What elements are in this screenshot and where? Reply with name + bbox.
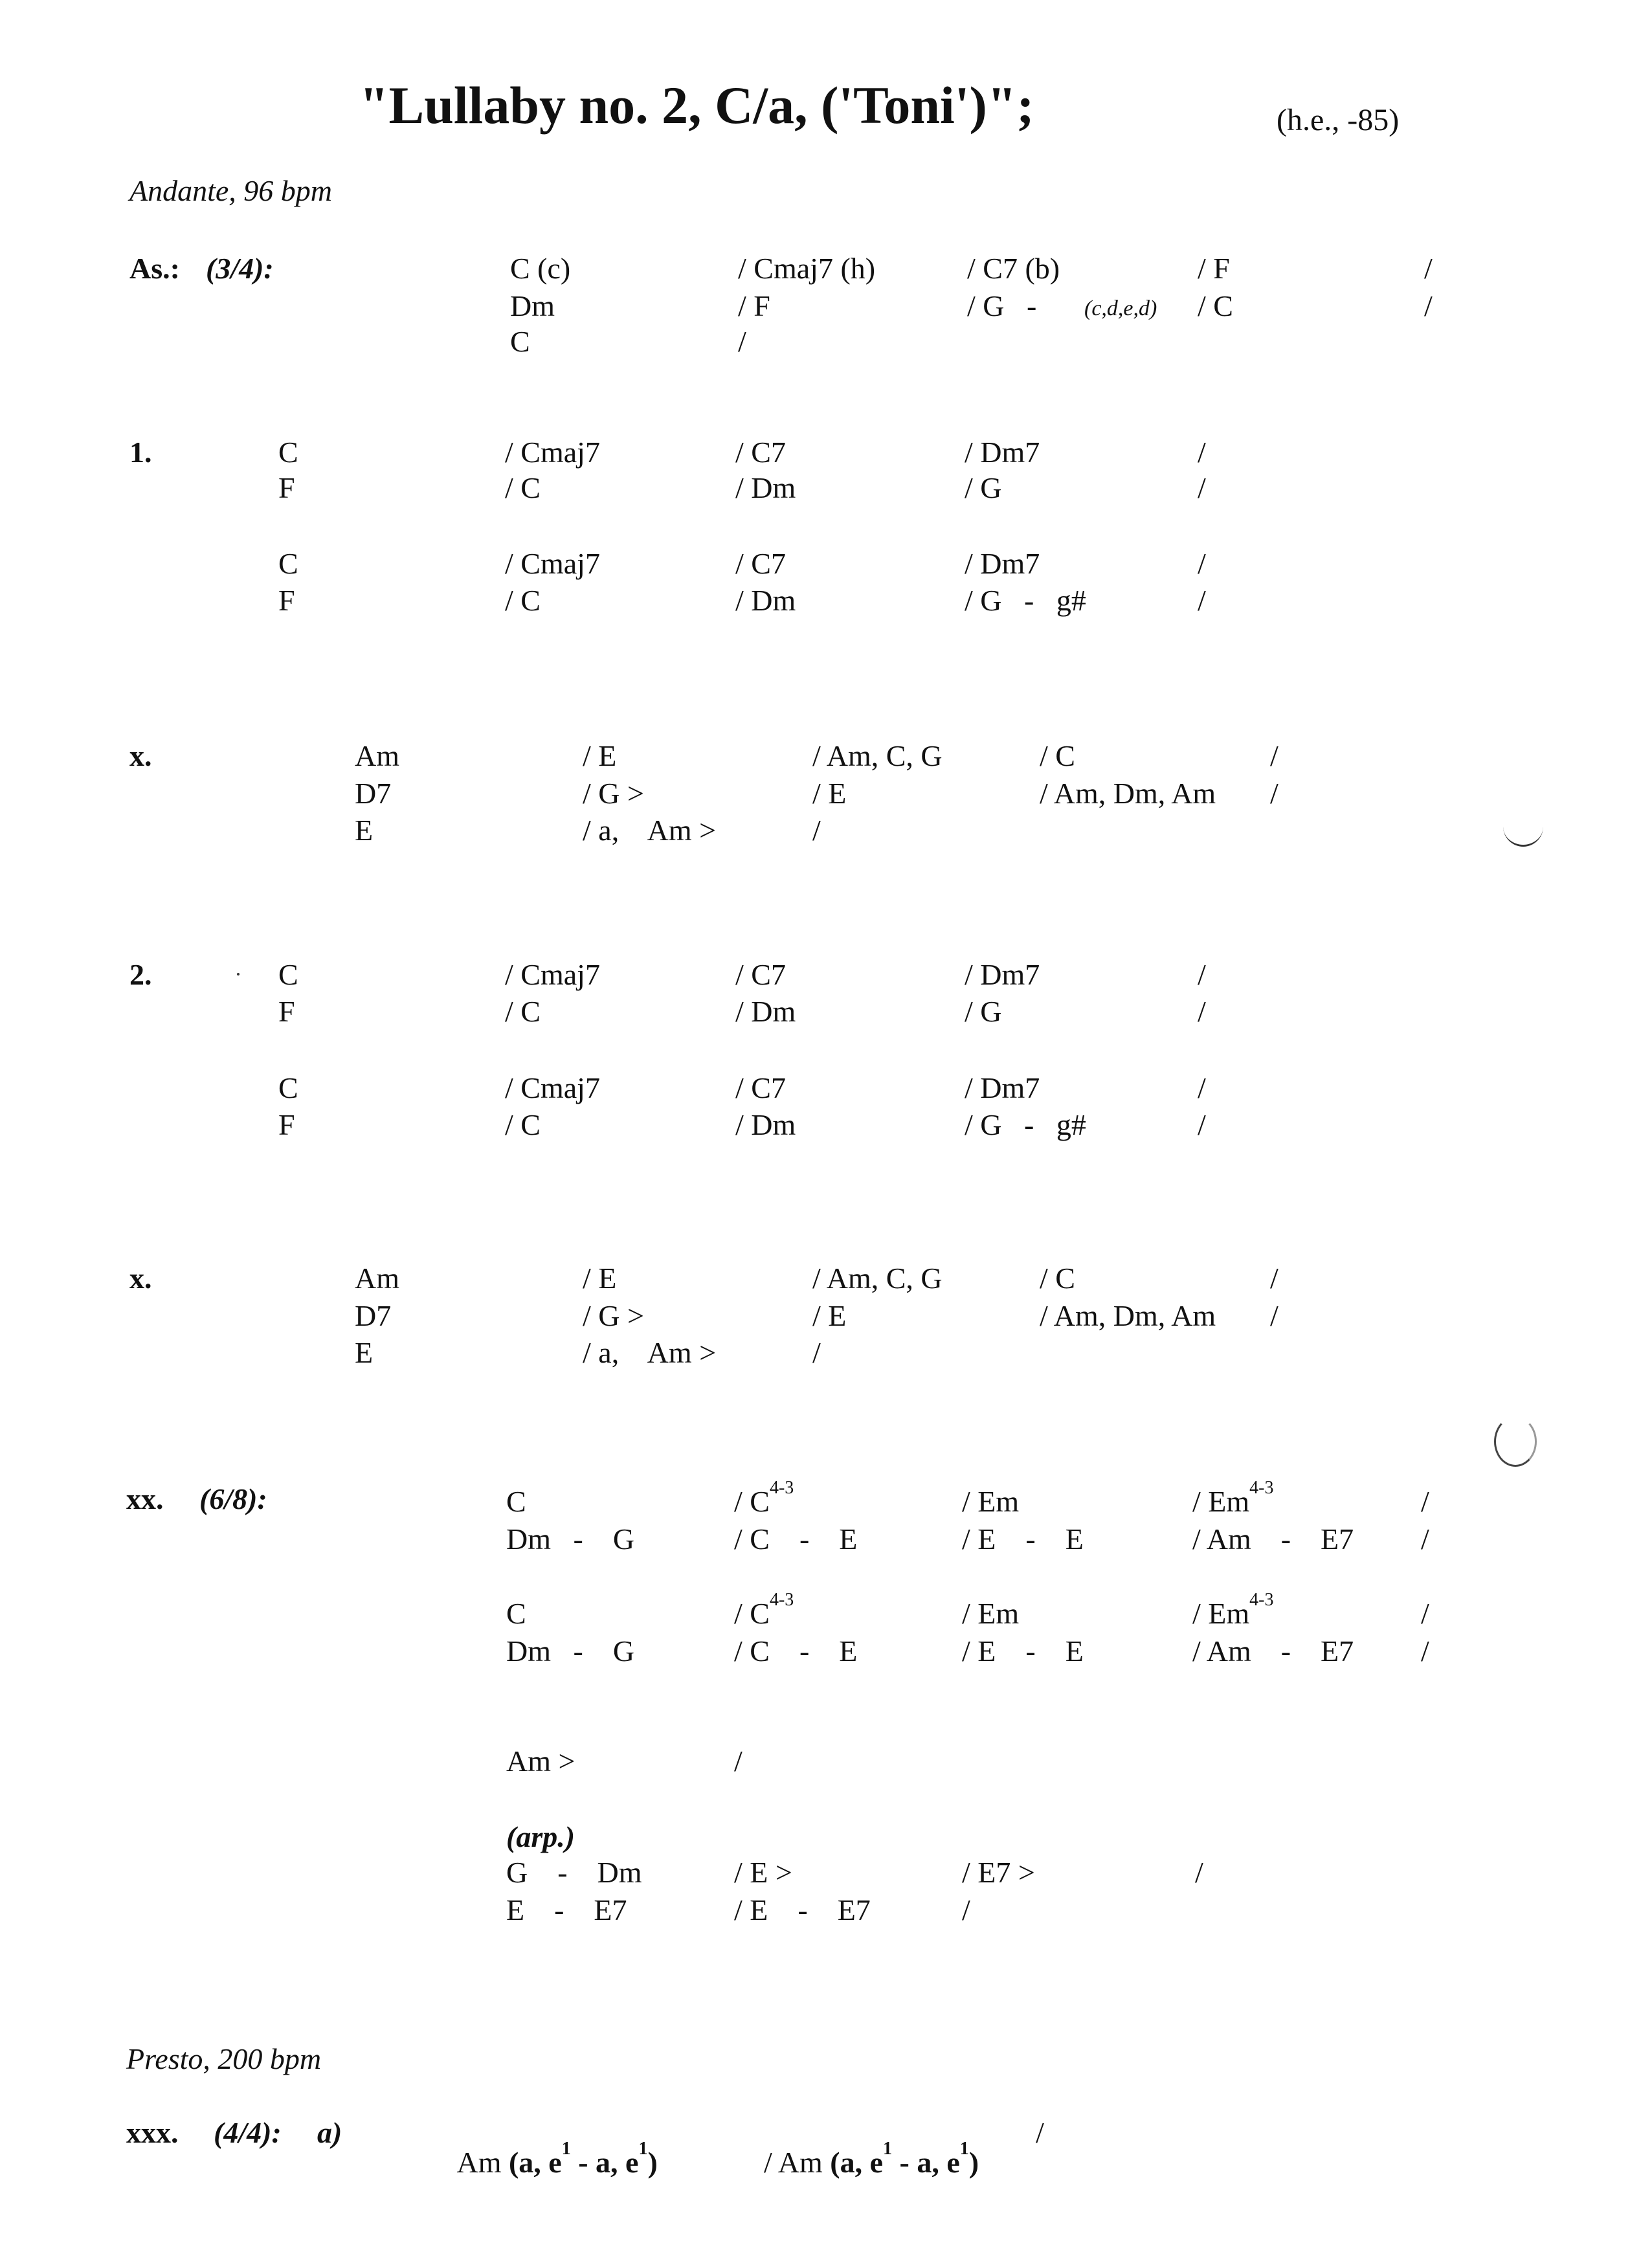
chord: / Am, Dm, Am — [1040, 1299, 1216, 1332]
bar-line: / — [812, 814, 821, 847]
chord: D7 — [355, 777, 392, 810]
chord: / C — [505, 471, 541, 504]
chord: / E - E — [962, 1634, 1084, 1667]
chord: / C7 — [735, 958, 786, 991]
chord: / C - E — [734, 1522, 858, 1555]
chord: / G - g# — [965, 1108, 1086, 1141]
chord: / Dm — [735, 995, 796, 1028]
chord: / C — [505, 1108, 541, 1141]
bar-line: / — [1198, 584, 1206, 617]
chord — [1192, 1590, 1274, 1630]
suspension-figure: 4-3 — [769, 1478, 794, 1498]
chord: / C7 (b) — [967, 252, 1060, 285]
song-title: "Lullaby no. 2, C/a, ('Toni')"; — [359, 76, 1034, 135]
chord: E - E7 — [506, 1893, 627, 1926]
chord: / E — [812, 777, 847, 810]
chord: / C7 — [735, 547, 786, 580]
bar-line: / — [812, 1336, 821, 1369]
section-label-x: x. — [129, 1262, 152, 1295]
chord: / C — [1198, 289, 1233, 322]
chord: F — [278, 584, 295, 617]
chord: / Cmaj7 — [505, 1071, 600, 1104]
bar-line: / — [1198, 1108, 1206, 1141]
chord: / Am - E7 — [1192, 1634, 1354, 1667]
chord: / C — [1040, 1262, 1075, 1295]
section-label-xx: xx. — [126, 1482, 164, 1515]
chord: C — [506, 1485, 526, 1518]
part-label: a) — [317, 2116, 342, 2149]
melody-note: (c,d,e,d) — [1084, 296, 1157, 320]
punch-hole-mark — [1494, 1416, 1537, 1467]
bar-line: / — [1195, 1856, 1203, 1889]
chord-root: / C — [734, 1597, 770, 1630]
chord: C (c) — [510, 252, 571, 285]
meter-label: (4/4): — [214, 2116, 282, 2149]
chord: / Cmaj7 — [505, 547, 600, 580]
chord-root: / Em — [1192, 1597, 1250, 1630]
punch-hole-mark — [1503, 806, 1543, 847]
chord: / C — [1040, 739, 1075, 772]
bass-notes: (a, $e^1$ - a, $e^1$) — [830, 2139, 979, 2179]
chord: Dm - G — [506, 1522, 635, 1555]
bar-line: / — [1421, 1522, 1429, 1555]
bar-line: / — [1421, 1634, 1429, 1667]
bar-line: / — [1198, 958, 1206, 991]
chord: / a, Am > — [583, 814, 717, 847]
chord: E — [355, 814, 374, 847]
section-label-2: 2. — [129, 958, 152, 991]
chord: / Am, C, G — [812, 1262, 943, 1295]
chord: / Am - E7 — [1192, 1522, 1354, 1555]
chord — [1192, 1478, 1274, 1518]
chord: / Em — [962, 1597, 1020, 1630]
bar-line: / — [1270, 739, 1278, 772]
chord: / C - E — [734, 1634, 858, 1667]
chord: / E - E7 — [734, 1893, 871, 1926]
bar-line: / — [1424, 252, 1433, 285]
bar-line: / — [1198, 436, 1206, 469]
chord: / G - — [967, 289, 1037, 322]
chord: / a, Am > — [583, 1336, 717, 1369]
bar-line: / — [1198, 1071, 1206, 1104]
bar-line: / — [1270, 777, 1278, 810]
chord: F — [278, 1108, 295, 1141]
chord: / E — [812, 1299, 847, 1332]
chord: / F — [1198, 252, 1230, 285]
chord — [734, 1478, 794, 1518]
chord: / G — [965, 995, 1002, 1028]
suspension-figure: 4-3 — [1249, 1478, 1274, 1498]
suspension-figure: 4-3 — [769, 1590, 794, 1610]
chord-root: / Em — [1192, 1485, 1250, 1518]
chord: C — [278, 547, 298, 580]
chord: C — [278, 1071, 298, 1104]
bar-line: / — [1198, 995, 1206, 1028]
chord: / C7 — [735, 436, 786, 469]
bar-line: / — [1421, 1485, 1429, 1518]
chord: C — [278, 436, 298, 469]
chord: / Dm7 — [965, 1071, 1040, 1104]
meter-label: (3/4): — [206, 252, 274, 285]
speck — [237, 973, 240, 975]
bar-line: / — [962, 1893, 970, 1926]
chord: C — [278, 958, 298, 991]
bar-line: / — [1270, 1299, 1278, 1332]
chord: / Cmaj7 — [505, 436, 600, 469]
chord: / Dm — [735, 471, 796, 504]
bar-line: / — [1424, 289, 1433, 322]
chord: / Cmaj7 — [505, 958, 600, 991]
chord: / Am, Dm, Am — [1040, 777, 1216, 810]
chord: / C — [505, 995, 541, 1028]
chord: / E - E — [962, 1522, 1084, 1555]
chord: / Dm — [735, 584, 796, 617]
chord: / Cmaj7 (h) — [738, 252, 876, 285]
chord: / E > — [734, 1856, 792, 1889]
chord: F — [278, 995, 295, 1028]
bass-notes: (a, $e^1$ - a, $e^1$) — [508, 2139, 658, 2179]
bar-line: / — [1198, 471, 1206, 504]
bar-line: / — [1198, 547, 1206, 580]
chord-root: / C — [734, 1485, 770, 1518]
chord: Am > — [506, 1745, 575, 1778]
section-label-as: As.: — [129, 252, 180, 285]
chord: C — [510, 325, 530, 358]
chord: / C7 — [735, 1071, 786, 1104]
chord: / E — [583, 739, 617, 772]
chord: / G > — [583, 1299, 644, 1332]
chord: / Dm7 — [965, 958, 1040, 991]
chord: / Dm7 — [965, 436, 1040, 469]
chord: Am — [355, 739, 399, 772]
meter-label: (6/8): — [199, 1482, 267, 1515]
chord: / Dm — [735, 1108, 796, 1141]
suspension-figure: 4-3 — [1249, 1590, 1274, 1610]
chord: / Am, C, G — [812, 739, 943, 772]
chord: / G - g# — [965, 584, 1086, 617]
chord: G - Dm — [506, 1856, 642, 1889]
arpeggio-label: (arp.) — [506, 1820, 575, 1853]
chord: F — [278, 471, 295, 504]
tempo-marking: Presto, 200 bpm — [126, 2042, 322, 2075]
chord-with-bass — [734, 2118, 979, 2207]
bar-line: / — [1270, 1262, 1278, 1295]
chord: E — [355, 1336, 374, 1369]
chord: / C — [505, 584, 541, 617]
bar-line: / — [734, 1745, 742, 1778]
chord: / G > — [583, 777, 644, 810]
chord: Dm — [510, 289, 555, 322]
chord: D7 — [355, 1299, 392, 1332]
author-note: (h.e., -85) — [1277, 103, 1400, 137]
chord: Am — [456, 2146, 502, 2179]
chord-with-bass — [429, 2118, 658, 2207]
section-label-x: x. — [129, 739, 152, 772]
chord: / Em — [962, 1485, 1020, 1518]
chord: C — [506, 1597, 526, 1630]
chord: / G — [965, 471, 1002, 504]
chord: / Am — [764, 2146, 823, 2179]
chord — [734, 1590, 794, 1630]
bar-line: / — [1421, 1597, 1429, 1630]
chord: / E — [583, 1262, 617, 1295]
section-label-1: 1. — [129, 436, 152, 469]
chord: Dm - G — [506, 1634, 635, 1667]
chord: Am — [355, 1262, 399, 1295]
chord: / Dm7 — [965, 547, 1040, 580]
tempo-marking: Andante, 96 bpm — [129, 174, 333, 207]
section-label-xxx: xxx. — [126, 2116, 179, 2149]
chord: / E7 > — [962, 1856, 1035, 1889]
bar-line: / — [1036, 2116, 1044, 2149]
bar-line: / — [738, 325, 746, 358]
chord: / F — [738, 289, 770, 322]
